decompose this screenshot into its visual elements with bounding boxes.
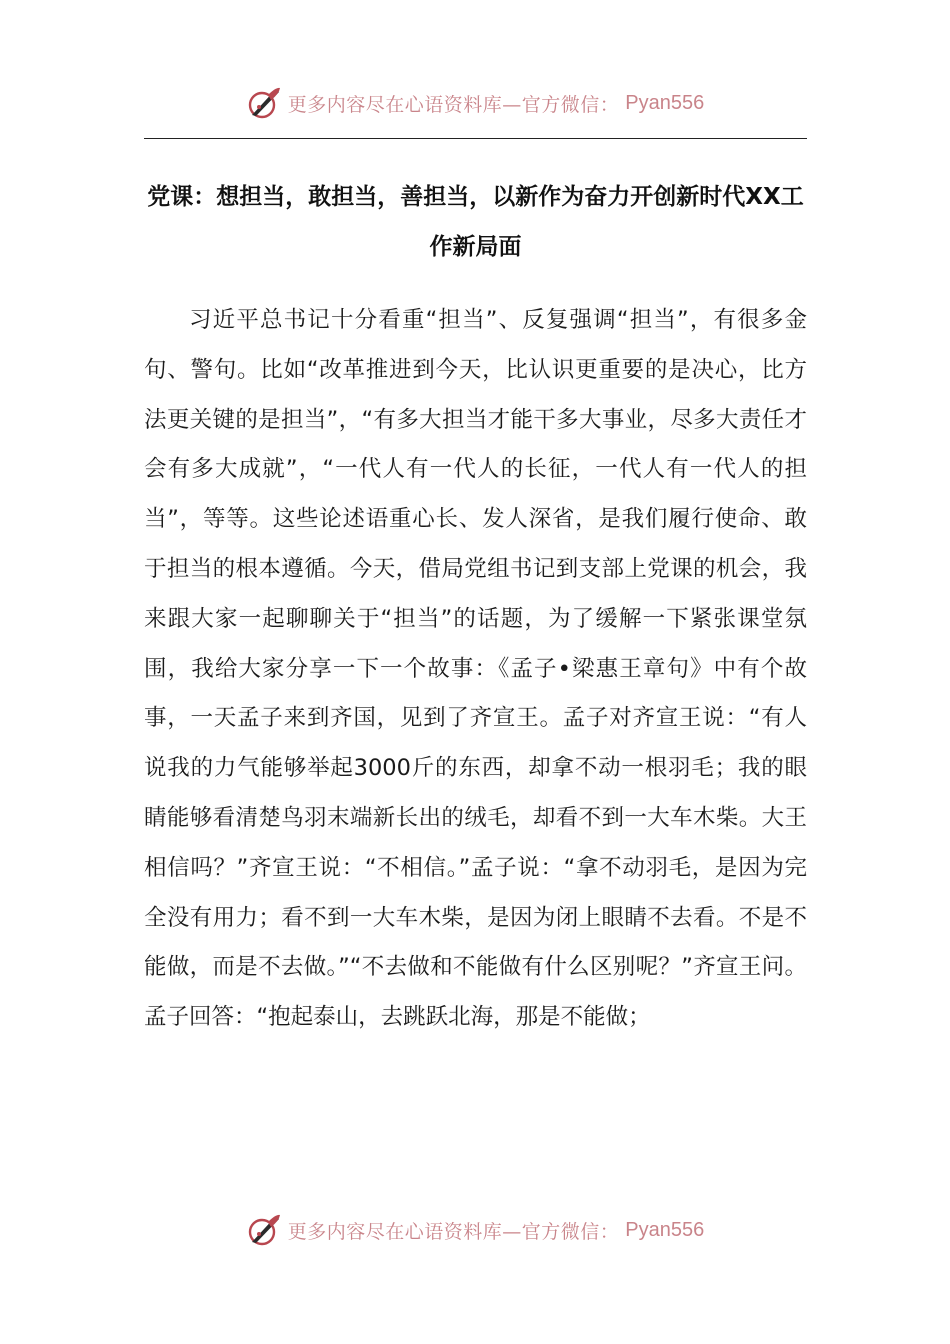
wechat-id: Pyan556 bbox=[625, 91, 705, 114]
banner-text: 更多内容尽在心语资料库—官方微信： bbox=[287, 93, 620, 116]
quill-pen-icon bbox=[246, 85, 282, 121]
header-divider bbox=[144, 138, 807, 139]
footer-banner bbox=[0, 1208, 950, 1252]
wechat-id: Pyan556 bbox=[625, 1218, 705, 1241]
document-title: 党课：想担当，敢担当，善担当，以新作为奋力开创新时代XX工作新局面 bbox=[147, 184, 804, 260]
banner-text: 更多内容尽在心语资料库—官方微信： bbox=[287, 1220, 620, 1243]
header-banner bbox=[0, 81, 950, 125]
body-paragraph: 习近平总书记十分看重“担当”、反复强调“担当”，有很多金句、警句。比如“改革推进到今天，比认识更重要的是决心，比方法更关键的是担当”，“有多大担当才能干多大事业，尽多大责任才会有多大成就”，“一代人有一代人的长征，一代人有一代人的担当”，等等。这些论述语重心长、发人深省，是我们履行使命、敢于担当的根本遵循。今天，借局党组书记到支部上党课的机会，我来跟大家一起聊聊关于“担当”的话题，为了缓解一下紧张课堂氛围，我给大家分享一下一个故事：《孟子•梁惠王章句》中有个故事，一天孟子来到齐国，见到了齐宣王。孟子对齐宣王说：“有人说我的力气能够举起3000斤的东西，却拿不动一根羽毛；我的眼睛能够看清楚鸟羽末端新长出的绒毛，却看不到一大车木柴。大王相信吗？”齐宣王说：“不相信。”孟子说：“拿不动羽毛，是因为完全没有用力；看不到一大车木柴，是因为闭上眼睛不去看。不是不能做，而是不去做。”“不去做和不能做有什么区别呢？”齐宣王问。孟子回答：“抱起泰山，去跳跃北海，那是不能做； bbox=[144, 307, 807, 1031]
quill-pen-icon bbox=[246, 1212, 282, 1248]
